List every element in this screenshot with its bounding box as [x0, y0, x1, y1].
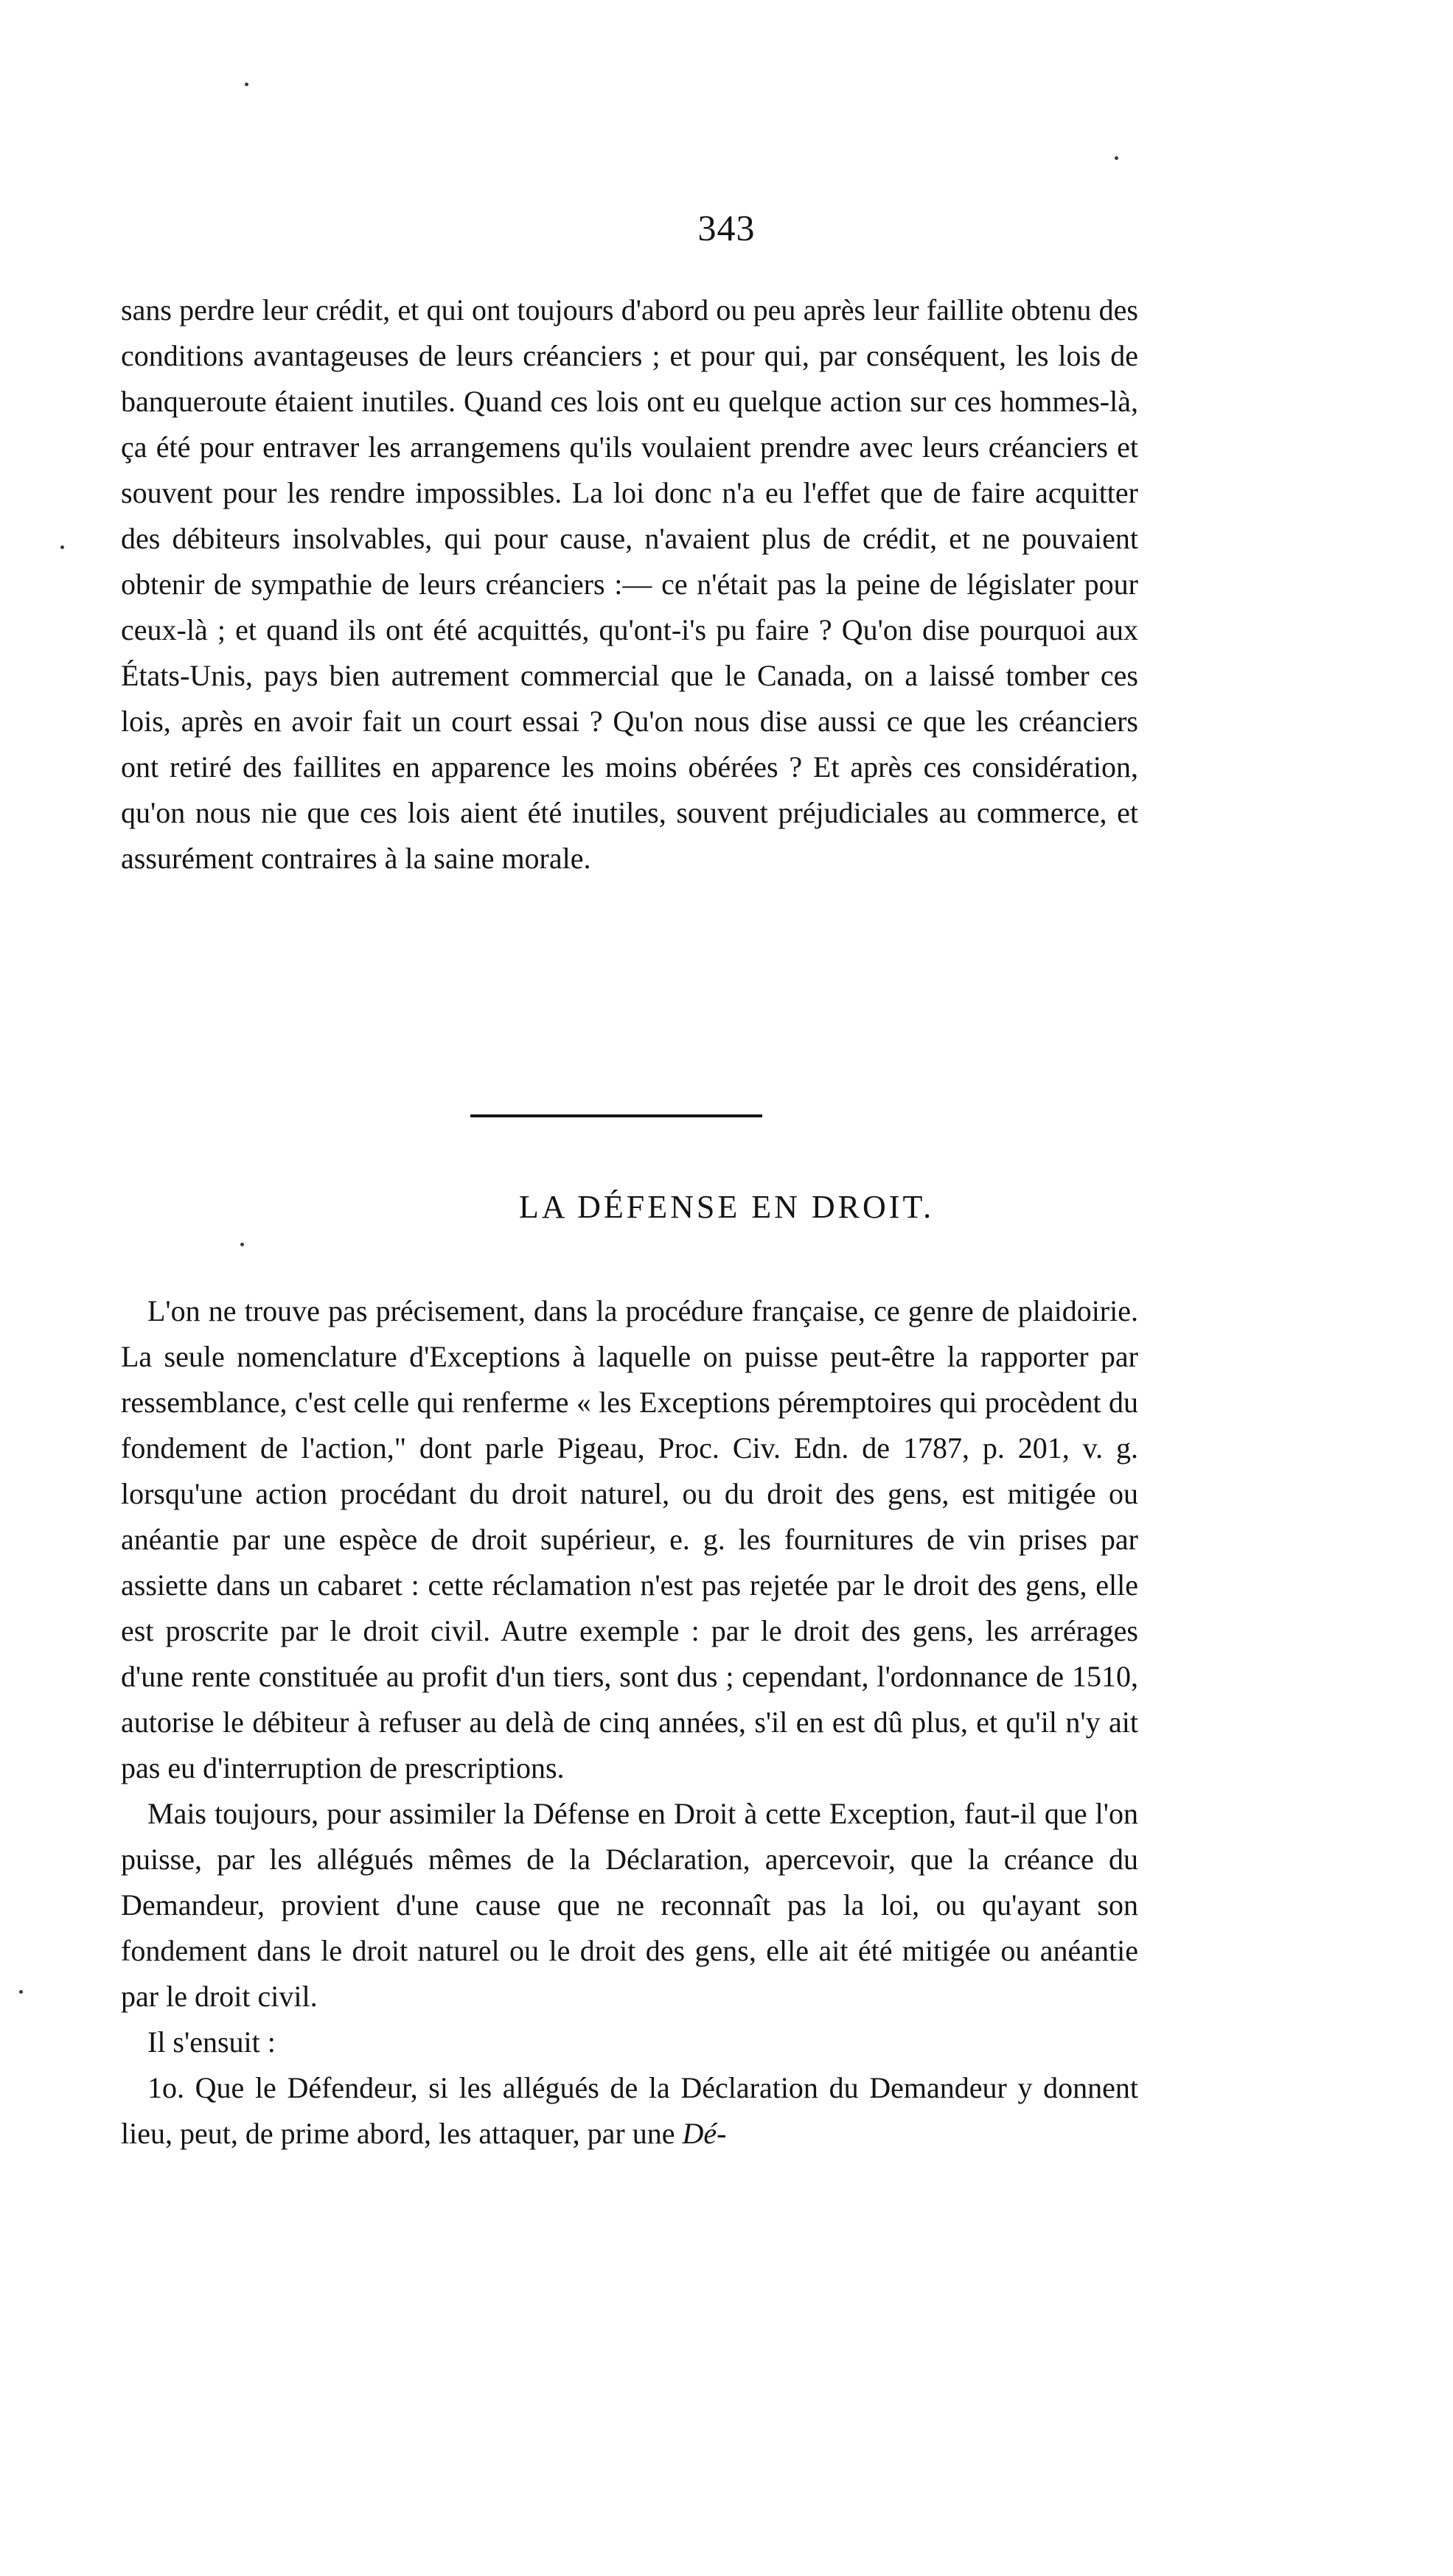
- section-heading: LA DÉFENSE EN DROIT.: [518, 1189, 935, 1225]
- page-number: 343: [697, 207, 756, 248]
- paragraph-first-point: [121, 2065, 1138, 2157]
- first-point-italic-word: Dé-: [682, 2117, 727, 2150]
- section-divider: [470, 1114, 762, 1117]
- paper-speck: [19, 1990, 23, 1994]
- paper-speck: [1115, 156, 1118, 160]
- first-point-text: 1o. Que le Défendeur, si les allégués de la Déclaration du Demandeur y donnent lieu, peut, de prime abord, les attaquer, par une: [121, 2071, 1138, 2150]
- paper-speck: [60, 545, 64, 549]
- paragraph-bankruptcy-laws: sans perdre leur crédit, et qui ont toujours d'abord ou peu après leur faillite obtenu des conditions avantageuses de leurs créanciers ; et pour qui, par conséquent, les lois de banqueroute étaient inutiles. Quand ces lois ont eu quelque action sur ces hommes-là, ça été pour entraver les arrangemens qu'ils voulaient prendre avec leurs créanciers et souvent pour les rendre impossibles. La loi donc n'a eu l'effet que de faire acquitter des débiteurs insolvables, qui pour cause, n'avaient plus de crédit, et ne pouvaient obtenir de sympathie de leurs créanciers :— ce n'était pas la peine de législater pour ceux-là ; et quand ils ont été acquittés, qu'ont-i's pu faire ? Qu'on dise pourquoi aux États-Unis, pays bien autrement commercial que le Canada, on a laissé tomber ces lois, après en avoir fait un court essai ? Qu'on nous dise aussi ce que les créanciers ont retiré des faillites en apparence les moins obérées ? Et après ces considération, qu'on nous nie que ces lois aient été inutiles, souvent préjudiciales au commerce, et assurément contraires à la saine morale.: [121, 293, 1138, 875]
- text-block-continuation: [121, 287, 1138, 882]
- paragraph-procedure: L'on ne trouve pas précisement, dans la procédure française, ce genre de plaidoirie. La seule nomenclature d'Exceptions à laquelle on puisse peut-être la rapporter par ressemblance, c'est celle qui renferme « les Exceptions péremptoires qui procèdent du fondement de l'action," dont parle Pigeau, Proc. Civ. Edn. de 1787, p. 201, v. g. lorsqu'une action procédant du droit naturel, ou du droit des gens, est mitigée ou anéantie par une espèce de droit supérieur, e. g. les fournitures de vin prises par assiette dans un cabaret : cette réclamation n'est pas rejetée par le droit des gens, elle est proscrite par le droit civil. Autre exemple : par le droit des gens, les arrérages d'une rente constituée au profit d'un tiers, sont dus ; cependant, l'ordonnance de 1510, autorise le débiteur à refuser au delà de cinq années, s'il en est dû plus, et qu'il n'y ait pas eu d'interruption de prescriptions.: [121, 1294, 1138, 1784]
- paper-speck: [245, 83, 248, 86]
- paragraph-assimilation: Mais toujours, pour assimiler la Défense en Droit à cette Exception, faut-il que l'on puisse, par les allégués mêmes de la Déclaration, apercevoir, que la créance du Demandeur, provient d'une cause que ne reconnaît pas la loi, ou qu'ayant son fondement dans le droit naturel ou le droit des gens, elle ait été mitigée ou anéantie par le droit civil.: [121, 1797, 1138, 2013]
- text-block-defense: [121, 1288, 1138, 2157]
- paragraph-consequence: Il s'ensuit :: [147, 2025, 276, 2059]
- paper-speck: [240, 1243, 244, 1246]
